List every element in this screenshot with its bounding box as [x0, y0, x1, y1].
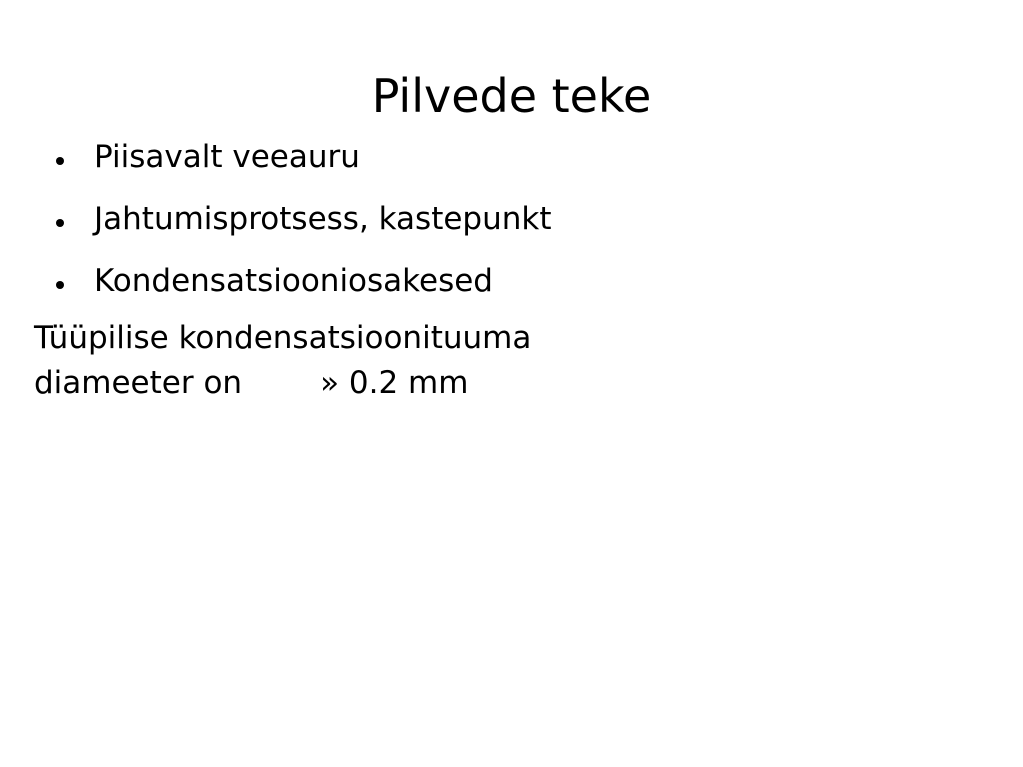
bullet-text: Jahtumisprotsess, kastepunkt	[94, 201, 552, 237]
note-label: diameeter on	[34, 365, 243, 401]
bullet-icon	[56, 281, 64, 289]
slide-title: Pilvede teke	[371, 69, 652, 123]
note-text	[34, 316, 531, 406]
bullet-icon	[56, 219, 64, 227]
bullet-text: Piisavalt veeauru	[94, 139, 360, 175]
bullet-text: Kondensatsiooniosakesed	[94, 263, 493, 299]
bullet-icon	[56, 157, 64, 165]
note-line-2	[34, 361, 531, 406]
note-value: » 0.2 mm	[320, 365, 469, 401]
note-line-1: Tüüpilise kondensatsioonituuma	[34, 320, 532, 356]
